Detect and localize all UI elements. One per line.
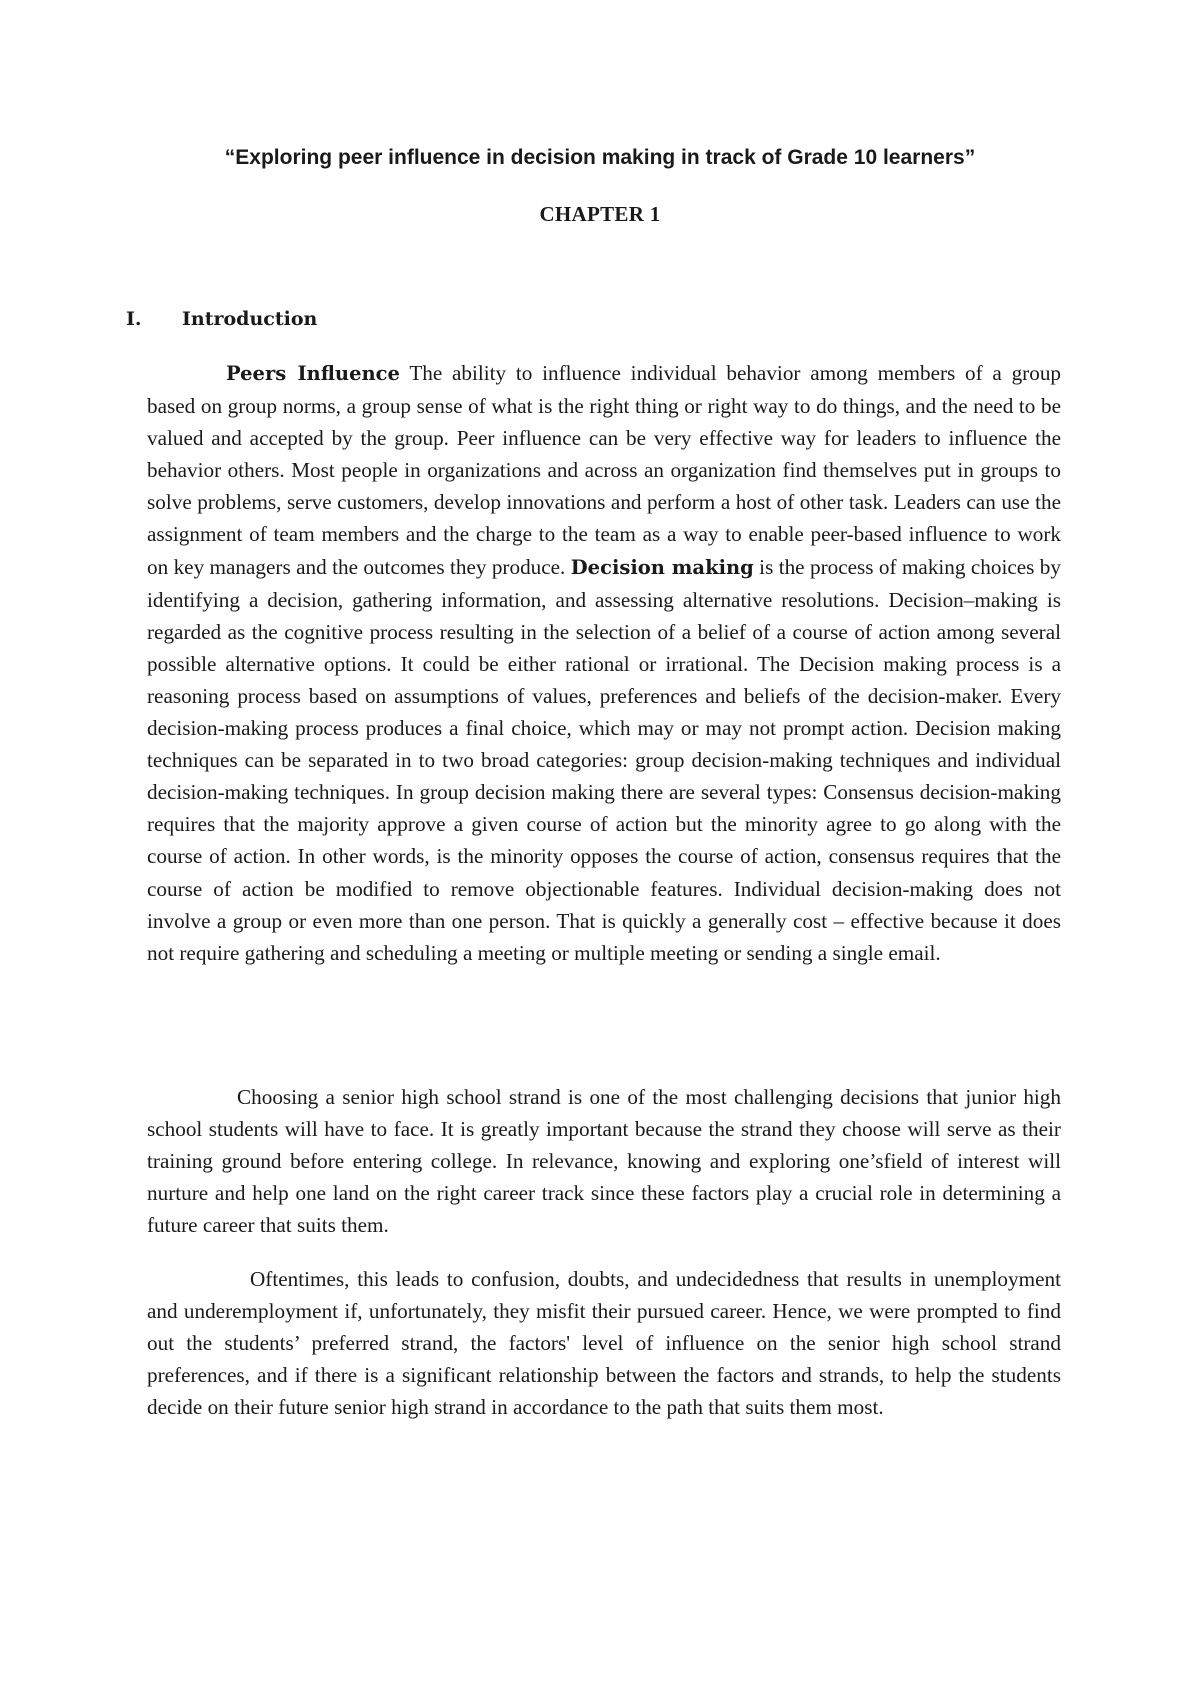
term-decision-making: Decision making bbox=[570, 555, 754, 579]
document-title: “Exploring peer influence in decision making in track of Grade 10 learners” bbox=[224, 146, 976, 169]
paragraph-confusion: Oftentimes, this leads to confusion, doubts, and undecidedness that results in unemployment and underemployment if, unfortunately, they misfit their pursued career. Hence, we were prompted to find out the students’ preferred strand, the factors' level of influence on the senior high school strand preferences, and if there is a significant relationship between the factors and strands, to help the students decide on their future senior high strand in accordance to the path that suits them most. bbox=[147, 1267, 1061, 1420]
lead-term-peers-influence: Peers Influence bbox=[226, 362, 400, 385]
chapter-heading: CHAPTER 1 bbox=[539, 202, 661, 226]
paragraph-1-text-b: is the process of making choices by identifying a decision, gathering information, and assessing alternative resolutions. Decision–making is regarded as the cognitive process resulting in the selection of a belief of a course of action among several possible alternative options. It could be either rational or irrational. The Decision making process is a reasoning process based on assumptions of values, preferences and beliefs of the decision-maker. Every decision-making process produces a final choice, which may or may not prompt action. Decision making techniques can be separated in to two broad categories: group decision-making techniques and individual decision-making techniques. In group decision making there are several types: Consensus decision-making requires that the majority approve a given course of action but the minority agree to go along with the course of action. In other words, is the minority opposes the course of action, consensus requires that the course of action be modified to remove objectionable features. Individual decision-making does not involve a group or even more than one person. That is quickly a generally cost – effective because it does not require gathering and scheduling a meeting or multiple meeting or sending a single email. bbox=[147, 554, 1061, 965]
section-heading bbox=[126, 308, 317, 330]
paragraph-peer-influence bbox=[147, 357, 1061, 969]
paragraph-strand-choice: Choosing a senior high school strand is one of the most challenging decisions that junior high school students will have to face. It is greatly important because the strand they choose will serve as their training ground before entering college. In relevance, knowing and exploring one’sfield of interest will nurture and help one land on the right career track since these factors play a crucial role in determining a future career that suits them. bbox=[147, 1085, 1061, 1238]
section-title: Introduction bbox=[182, 308, 318, 330]
section-number: I. bbox=[126, 308, 142, 330]
paragraph-1-text-a: The ability to influence individual behavior among members of a group based on group norms, a group sense of what is the right thing or right way to do things, and the need to be valued and accepted by the group. Peer influence can be very effective way for leaders to influence the behavior others. Most people in organizations and across an organization find themselves put in groups to solve problems, serve customers, develop innovations and perform a host of other task. Leaders can use the assignment of team members and the charge to the team as a way to enable peer-based influence to work on key managers and the outcomes they produce. bbox=[147, 361, 1062, 579]
